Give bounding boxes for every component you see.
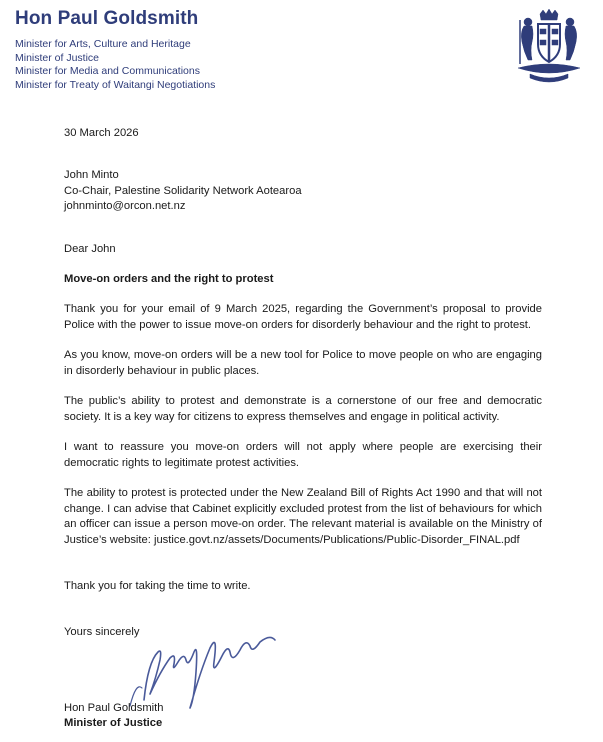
salutation: Dear John: [64, 243, 116, 255]
closing: Yours sincerely: [64, 626, 140, 638]
recipient-block: [64, 168, 542, 215]
portfolio-line: Minister for Arts, Culture and Heritage: [15, 38, 191, 50]
nz-coat-of-arms-icon: [510, 8, 588, 86]
letter-date: 30 March 2026: [64, 127, 139, 139]
body-paragraph: As you know, move-on orders will be a new tool for Police to move people on who are engaging in disorderly behaviour in public places.: [64, 349, 542, 377]
portfolio-line: Minister for Media and Communications: [15, 65, 200, 77]
letterhead-name: Hon Paul Goldsmith: [15, 8, 199, 29]
recipient-email: johnminto@orcon.net.nz: [64, 200, 186, 212]
body-paragraph: The public’s ability to protest and demonstrate is a cornerstone of our free and democratic society. It is a key way for citizens to express themselves and engage in political activity.: [64, 395, 542, 423]
recipient-name: John Minto: [64, 169, 119, 181]
portfolio-line: Minister for Treaty of Waitangi Negotiations: [15, 78, 216, 91]
recipient-title: Co-Chair, Palestine Solidarity Network Aotearoa: [64, 184, 302, 197]
signatory-name: Hon Paul Goldsmith: [64, 702, 164, 714]
body-paragraph: I want to reassure you move-on orders will not apply where people are exercising their democratic rights to legitimate protest activities.: [64, 441, 542, 469]
body-paragraph: Thank you for taking the time to write.: [64, 580, 251, 592]
portfolio-line: Minister of Justice: [15, 51, 100, 64]
body-paragraph: Thank you for your email of 9 March 2025, regarding the Government’s proposal to provide Police with the power to issue move-on orders for disorderly behaviour and the right to protest.: [64, 303, 542, 331]
body-paragraph: The ability to protest is protected under the New Zealand Bill of Rights Act 1990 and that will not change. I can advise that Cabinet explicitly excluded protest from the list of behaviours for which an officer can issue a person move-on order. The relevant material is available on the Ministry of Justice’s website: justice.govt.nz/assets/Documents/Publications/Public-Disorder_FINAL.pdf: [64, 487, 542, 546]
letterhead-portfolios: [15, 38, 215, 92]
signatory-title: Minister of Justice: [64, 717, 163, 729]
subject-line: Move-on orders and the right to protest: [64, 273, 274, 285]
signature-icon: [100, 612, 340, 712]
